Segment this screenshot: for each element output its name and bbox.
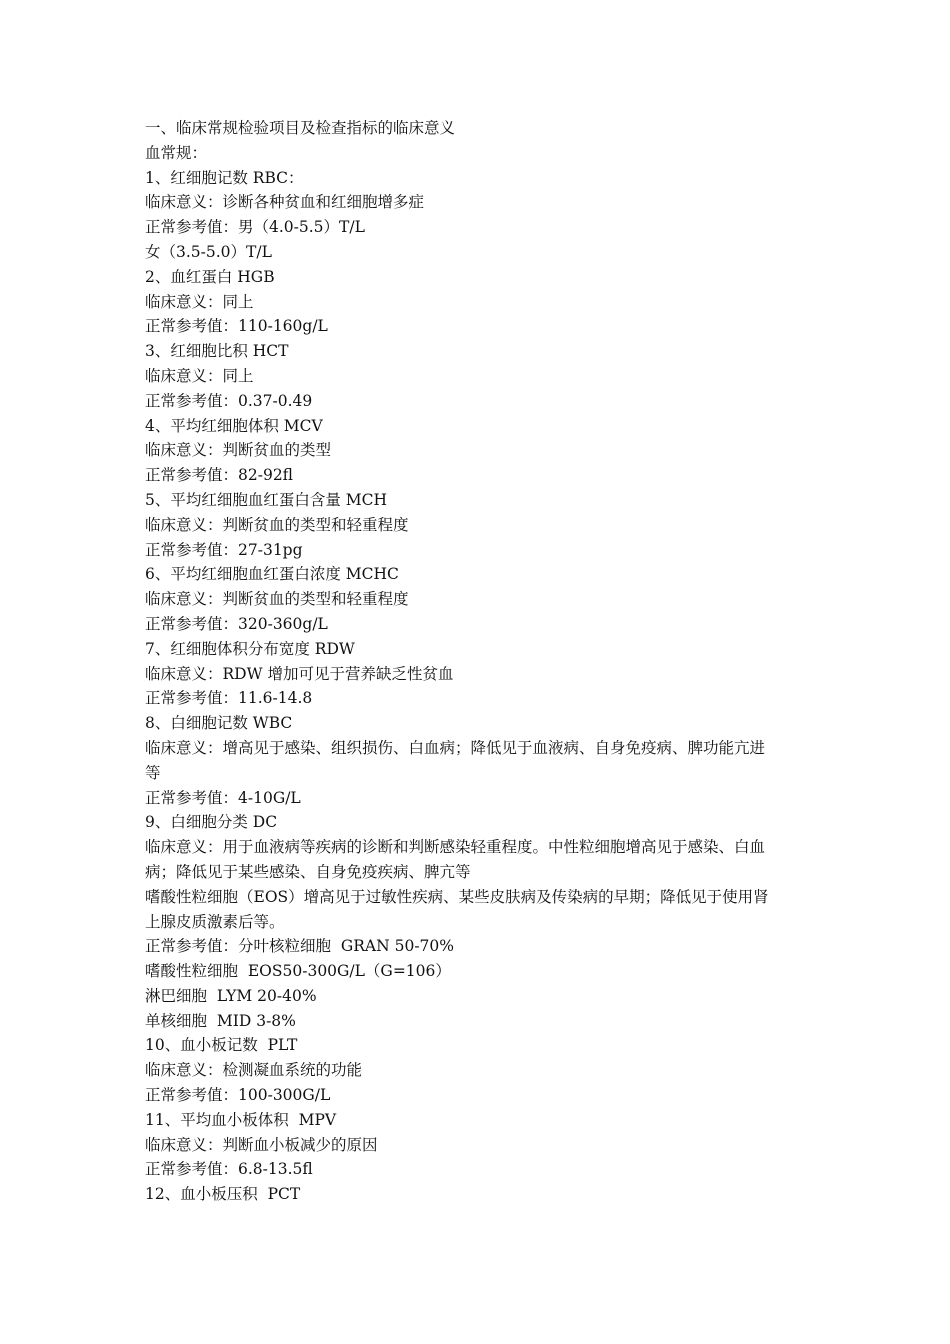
reference-value: 正常参考值：27-31pg — [145, 540, 303, 559]
clinical-significance: 临床意义：判断血小板减少的原因 — [145, 1135, 378, 1154]
reference-value: 正常参考值：320-360g/L — [145, 614, 328, 633]
clinical-significance: 临床意义：用于血液病等疾病的诊断和判断感染轻重程度。中性粒细胞增高见于感染、白血 — [145, 838, 766, 857]
reference-value: 单核细胞 MID 3-8% — [145, 1011, 296, 1030]
reference-value: 正常参考值：100-300G/L — [145, 1086, 331, 1105]
clinical-significance: 临床意义：判断贫血的类型和轻重程度 — [145, 515, 409, 534]
item-heading: 3、红细胞比积 HCT — [145, 342, 289, 361]
reference-value: 正常参考值：分叶核粒细胞 GRAN 50-70% — [145, 937, 455, 956]
reference-value: 正常参考值：男（4.0-5.5）T/L — [145, 218, 365, 237]
item-heading: 11、平均血小板体积 MPV — [145, 1110, 337, 1129]
reference-value: 正常参考值：6.8-13.5fl — [145, 1160, 313, 1179]
clinical-significance: 临床意义：同上 — [145, 292, 254, 311]
clinical-significance: 临床意义：检测凝血系统的功能 — [145, 1061, 363, 1080]
clinical-significance-cont: 病；降低见于某些感染、自身免疫疾病、脾亢等 — [145, 862, 471, 881]
reference-value: 正常参考值：0.37-0.49 — [145, 391, 313, 410]
reference-value: 正常参考值：82-92fl — [145, 466, 294, 485]
item-heading: 9、白细胞分类 DC — [145, 813, 278, 832]
clinical-significance: 临床意义：判断贫血的类型和轻重程度 — [145, 590, 409, 609]
item-heading: 6、平均红细胞血红蛋白浓度 MCHC — [145, 565, 399, 584]
reference-value: 女（3.5-5.0）T/L — [145, 242, 272, 261]
clinical-significance: 临床意义：同上 — [145, 366, 254, 385]
item-heading: 7、红细胞体积分布宽度 RDW — [145, 639, 355, 658]
item-heading: 10、血小板记数 PLT — [145, 1036, 298, 1055]
reference-value: 淋巴细胞 LYM 20-40% — [145, 986, 317, 1005]
item-heading: 4、平均红细胞体积 MCV — [145, 416, 323, 435]
clinical-significance-cont: 等 — [145, 763, 161, 782]
document-body — [145, 116, 815, 1207]
reference-value: 正常参考值：110-160g/L — [145, 317, 328, 336]
reference-value: 嗜酸性粒细胞 EOS50-300G/L（G=106） — [145, 962, 451, 981]
clinical-significance-cont: 嗜酸性粒细胞（EOS）增高见于过敏性疾病、某些皮肤病及传染病的早期；降低见于使用肾 — [145, 887, 769, 906]
clinical-significance: 临床意义：诊断各种贫血和红细胞增多症 — [145, 193, 425, 212]
reference-value: 正常参考值：11.6-14.8 — [145, 689, 313, 708]
reference-value: 正常参考值：4-10G/L — [145, 788, 301, 807]
item-heading: 1、红细胞记数 RBC： — [145, 168, 304, 187]
item-heading: 8、白细胞记数 WBC — [145, 714, 293, 733]
item-heading: 12、血小板压积 PCT — [145, 1185, 301, 1204]
doc-title: 一、临床常规检验项目及检查指标的临床意义 — [145, 119, 456, 137]
clinical-significance: 临床意义：判断贫血的类型 — [145, 441, 332, 460]
item-heading: 5、平均红细胞血红蛋白含量 MCH — [145, 490, 388, 509]
clinical-significance: 临床意义：增高见于感染、组织损伤、白血病；降低见于血液病、自身免疫病、脾功能亢进 — [145, 738, 766, 757]
section-heading: 血常规： — [145, 143, 208, 162]
clinical-significance-cont: 上腺皮质激素后等。 — [145, 912, 285, 931]
item-heading: 2、血红蛋白 HGB — [145, 267, 275, 286]
clinical-significance: 临床意义：RDW 增加可见于营养缺乏性贫血 — [145, 664, 454, 683]
